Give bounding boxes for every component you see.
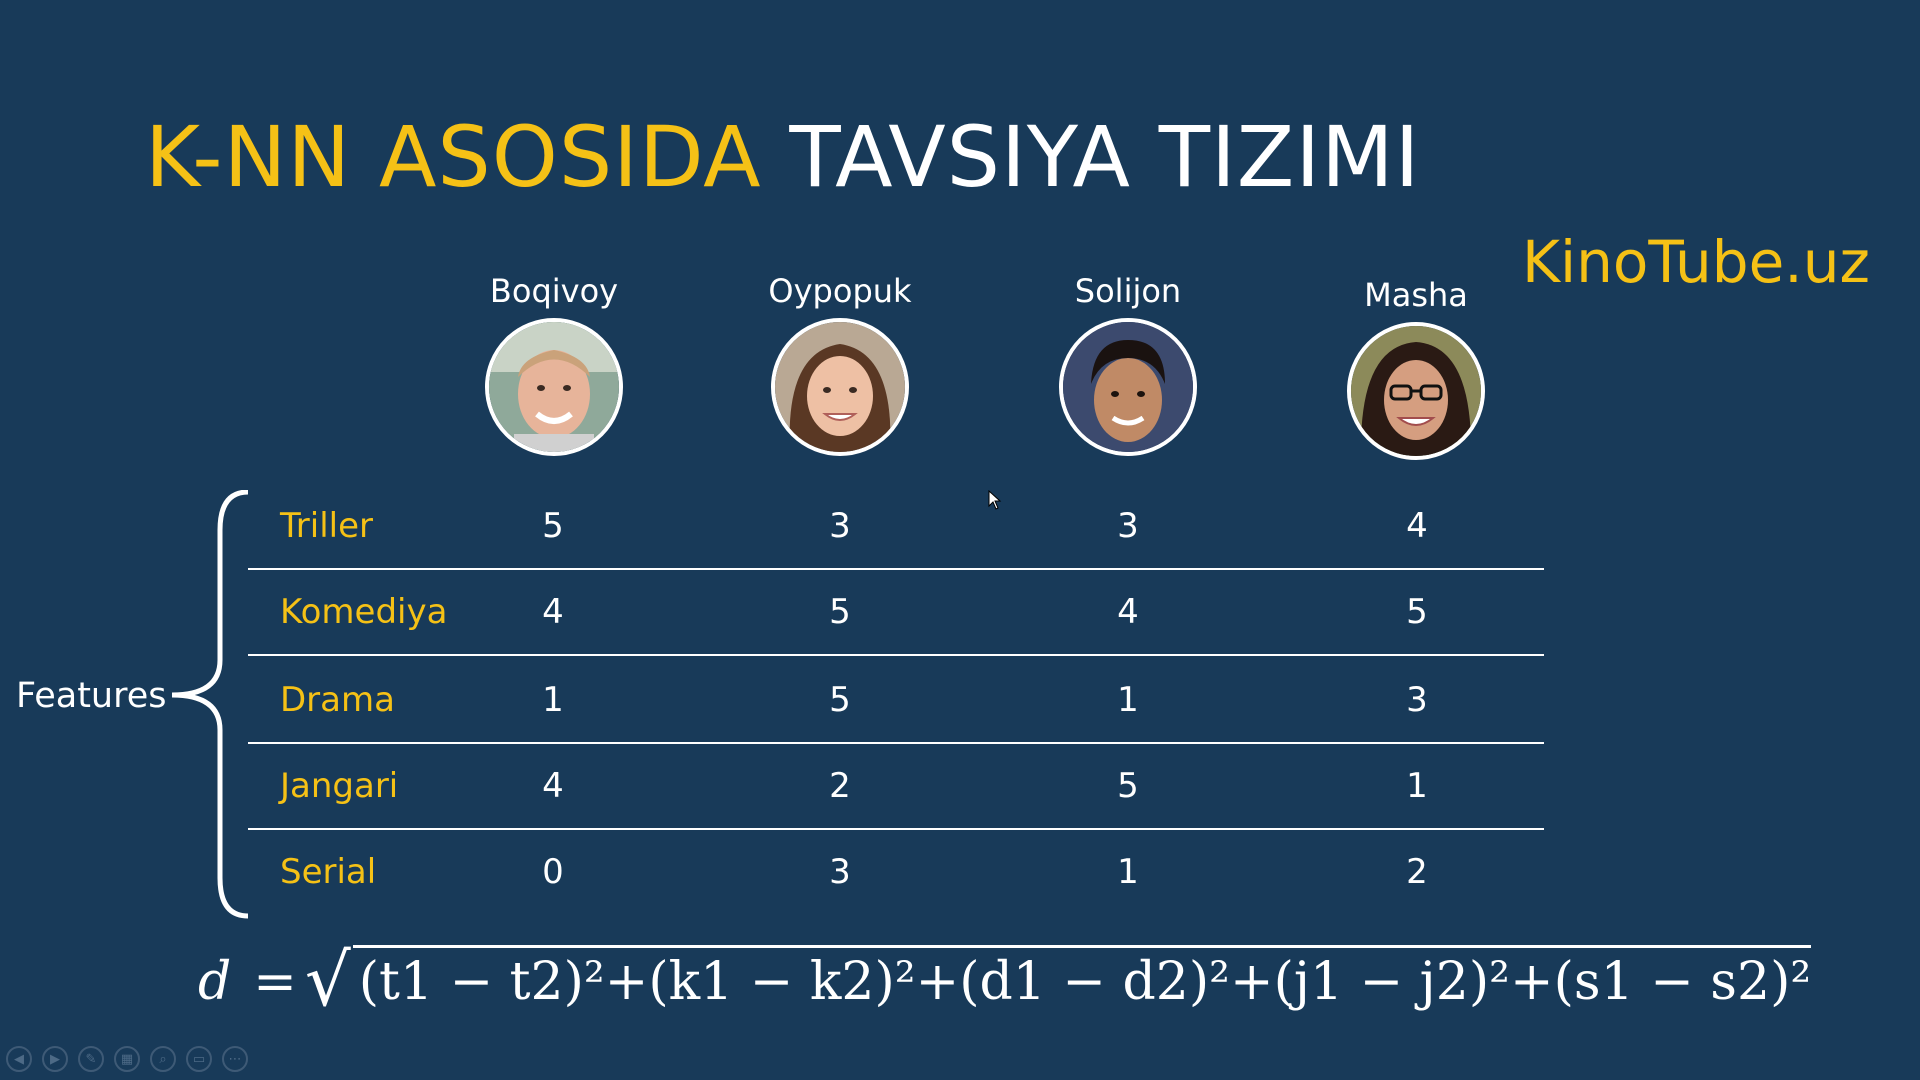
table-cell: 4 bbox=[542, 766, 564, 806]
table-cell: 2 bbox=[1406, 852, 1428, 892]
user-photo bbox=[775, 322, 905, 452]
feature-label: Drama bbox=[280, 680, 395, 720]
formula-term: (k1 − k2)² bbox=[648, 952, 916, 1012]
formula-term: (t1 − t2)² bbox=[358, 952, 605, 1012]
slide-title bbox=[145, 108, 1420, 206]
table-cell: 5 bbox=[1406, 592, 1428, 632]
user-solijon bbox=[1008, 272, 1248, 456]
title-highlight: K-NN ASOSIDA bbox=[145, 108, 762, 206]
features-label: Features bbox=[16, 676, 167, 716]
presentation-controls bbox=[6, 1046, 248, 1072]
avatar bbox=[485, 318, 623, 456]
table-row bbox=[248, 658, 1544, 744]
table-cell: 4 bbox=[1117, 592, 1139, 632]
table-cell: 1 bbox=[1117, 680, 1139, 720]
formula-term: (j1 − j2)² bbox=[1273, 952, 1511, 1012]
table-cell: 5 bbox=[1117, 766, 1139, 806]
table-row bbox=[248, 484, 1544, 570]
table-cell: 5 bbox=[829, 592, 851, 632]
feature-label: Triller bbox=[280, 506, 373, 546]
table-cell: 2 bbox=[829, 766, 851, 806]
next-icon[interactable]: ▶ bbox=[42, 1046, 68, 1072]
formula-radicand: (t1 − t2)²+(k1 − k2)²+(d1 − d2)²+(j1 − j2)²+(s1 − s2)² bbox=[353, 945, 1811, 1012]
zoom-icon[interactable]: ⌕ bbox=[150, 1046, 176, 1072]
user-photo bbox=[489, 322, 619, 452]
brand-logo-text: KinoTube.uz bbox=[1522, 228, 1870, 296]
slides-icon[interactable]: ▦ bbox=[114, 1046, 140, 1072]
distance-formula bbox=[198, 938, 1812, 1022]
formula-term: (s1 − s2)² bbox=[1553, 952, 1812, 1012]
feature-label: Komediya bbox=[280, 592, 448, 632]
table-cell: 3 bbox=[829, 506, 851, 546]
table-cell: 4 bbox=[542, 592, 564, 632]
table-cell: 1 bbox=[1406, 766, 1428, 806]
table-cell: 1 bbox=[1117, 852, 1139, 892]
avatar bbox=[1059, 318, 1197, 456]
sqrt-symbol: √ bbox=[304, 938, 351, 1022]
feature-label: Serial bbox=[280, 852, 377, 892]
table-row bbox=[248, 570, 1544, 656]
formula-term: (d1 − d2)² bbox=[959, 952, 1230, 1012]
avatar bbox=[1347, 322, 1485, 460]
table-cell: 4 bbox=[1406, 506, 1428, 546]
user-boqivoy bbox=[434, 272, 674, 456]
user-photo bbox=[1063, 322, 1193, 452]
pen-icon[interactable]: ✎ bbox=[78, 1046, 104, 1072]
user-name: Masha bbox=[1364, 276, 1468, 314]
mouse-cursor-icon bbox=[988, 490, 1002, 510]
table-cell: 0 bbox=[542, 852, 564, 892]
subtitles-icon[interactable]: ▭ bbox=[186, 1046, 212, 1072]
user-photo bbox=[1351, 326, 1481, 456]
user-oypopuk bbox=[720, 272, 960, 456]
table-cell: 3 bbox=[1406, 680, 1428, 720]
formula-equals: = bbox=[253, 952, 297, 1012]
table-row bbox=[248, 830, 1544, 900]
user-name: Oypopuk bbox=[768, 272, 912, 310]
user-name: Solijon bbox=[1074, 272, 1182, 310]
row-divider bbox=[248, 654, 1544, 656]
title-rest: TAVSIYA TIZIMI bbox=[789, 108, 1421, 206]
user-name: Boqivoy bbox=[489, 272, 619, 310]
user-masha bbox=[1296, 276, 1536, 460]
table-cell: 3 bbox=[1117, 506, 1139, 546]
more-icon[interactable]: ⋯ bbox=[222, 1046, 248, 1072]
table-cell: 1 bbox=[542, 680, 564, 720]
table-cell: 3 bbox=[829, 852, 851, 892]
prev-icon[interactable]: ◀ bbox=[6, 1046, 32, 1072]
formula-lhs: d bbox=[198, 952, 232, 1012]
table-row bbox=[248, 744, 1544, 830]
features-brace bbox=[162, 490, 252, 920]
avatar bbox=[771, 318, 909, 456]
table-cell: 5 bbox=[542, 506, 564, 546]
table-cell: 5 bbox=[829, 680, 851, 720]
feature-label: Jangari bbox=[280, 766, 399, 806]
